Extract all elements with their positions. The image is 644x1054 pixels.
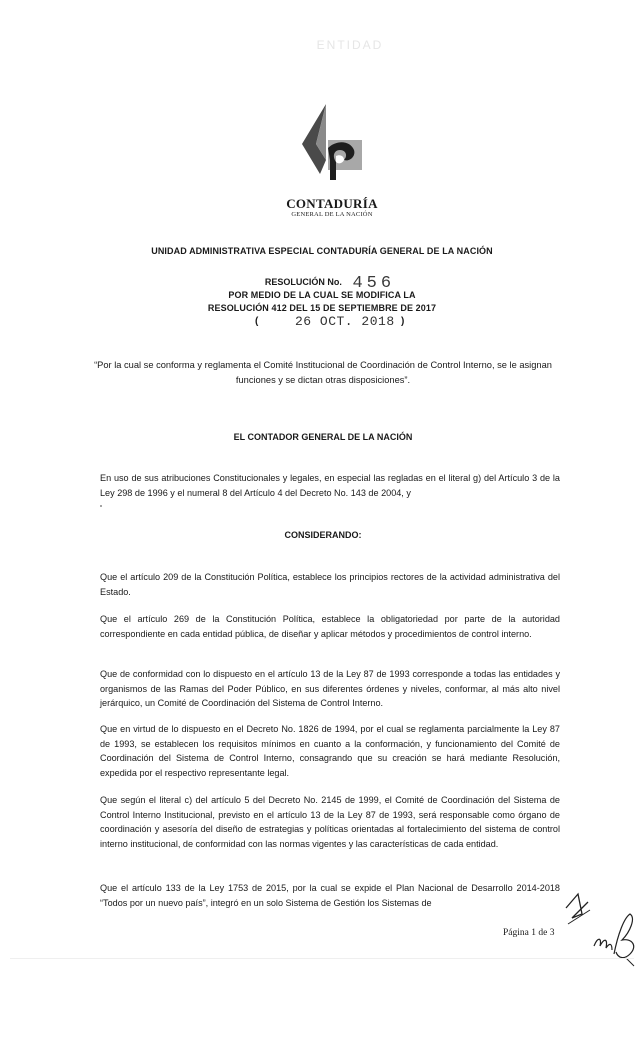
paragraph-2: Que el artículo 269 de la Constitución Política, establece la obligatoriedad por parte de la autoridad correspondiente en cada entidad pública, de diseñar y aplicar métodos y procedimientos de control interno. — [100, 614, 560, 639]
resolution-number: 456 — [352, 274, 396, 293]
logo-subtitle: GENERAL DE LA NACIÓN — [291, 211, 373, 218]
paragraph-6: Que el artículo 133 de la Ley 1753 de 2015, por la cual se expide el Plan Nacional de Desarrollo 2014-2018 “Todos por un nuevo país”, integró en un solo Sistema de Gestión los Sistemas de — [100, 883, 560, 908]
faint-header-text: ENTIDAD — [316, 38, 384, 52]
date-stamp: 26 OCT. 2018 — [295, 314, 395, 329]
contaduria-logo — [292, 100, 372, 196]
bottom-divider — [10, 958, 634, 959]
date-close-paren: ) — [401, 316, 405, 327]
logo-name: CONTADURÍA — [286, 196, 378, 211]
intro-paragraph: En uso de sus atribuciones Constitucionales y legales, en especial las regladas en el literal g) del Artículo 3 de la Ley 298 de 1996 y el numeral 8 del Artículo 4 del Decreto No. 143 de 2004, y — [100, 473, 560, 498]
paragraph-5: Que según el literal c) del artículo 5 del Decreto No. 2145 de 1999, el Comité de Coordinación del Sistema de Control Interno Institucional, previsto en el artículo 13 de la Ley 87 de 1993, será responsable como órgano de coordinación y asesoría del diseño de estrategias y políticas orientadas al fortalecimiento del sistema de control interno institucional, de conformidad con las normas vigentes y las características de cada entidad. — [100, 795, 560, 849]
paragraph-4: Que en virtud de lo dispuesto en el Decreto No. 1826 de 1994, por el cual se reglamenta parcialmente la Ley 87 de 1993, se establecen los requisitos mínimos en cuanto a la conformación, y funcionamiento del Comité de Coordinación del Sistema de Control Interno, consagrando que su creación se hará mediante Resolución, expedida por el respectivo representante legal. — [100, 724, 560, 778]
resolution-line-1: POR MEDIO DE LA CUAL SE MODIFICA LA — [228, 290, 416, 300]
resolution-label: RESOLUCIÓN No. — [264, 277, 342, 287]
considerando-title: CONSIDERANDO: — [284, 530, 362, 540]
page-number: Página 1 de 3 — [503, 928, 555, 938]
contador-title: EL CONTADOR GENERAL DE LA NACIÓN — [233, 432, 413, 442]
paragraph-3: Que de conformidad con lo dispuesto en el artículo 13 de la Ley 87 de 1993 corresponde a todas las entidades y organismos de las Ramas del Poder Público, en sus diferentes órdenes y niveles, conformar, al más alto nivel jerárquico, un Comité de Coordinación del Sistema de Control Interno. — [100, 669, 560, 709]
resolution-line-2: RESOLUCIÓN 412 DEL 15 DE SEPTIEMBRE DE 2017 — [207, 303, 437, 313]
resolution-quote: “Por la cual se conforma y reglamenta el Comité Institucional de Coordinación de Control Interno, se le asignan funciones y se dictan otras disposiciones”. — [94, 360, 552, 385]
resolution-number-line — [60, 272, 600, 291]
signature-initials-image — [560, 888, 644, 968]
stray-mark — [100, 505, 102, 507]
entity-title: UNIDAD ADMINISTRATIVA ESPECIAL CONTADURÍA GENERAL DE LA NACIÓN — [151, 246, 493, 256]
paragraph-1: Que el artículo 209 de la Constitución Política, establece los principios rectores de la actividad administrativa del Estado. — [100, 572, 560, 597]
date-open-paren: ( — [255, 316, 259, 327]
